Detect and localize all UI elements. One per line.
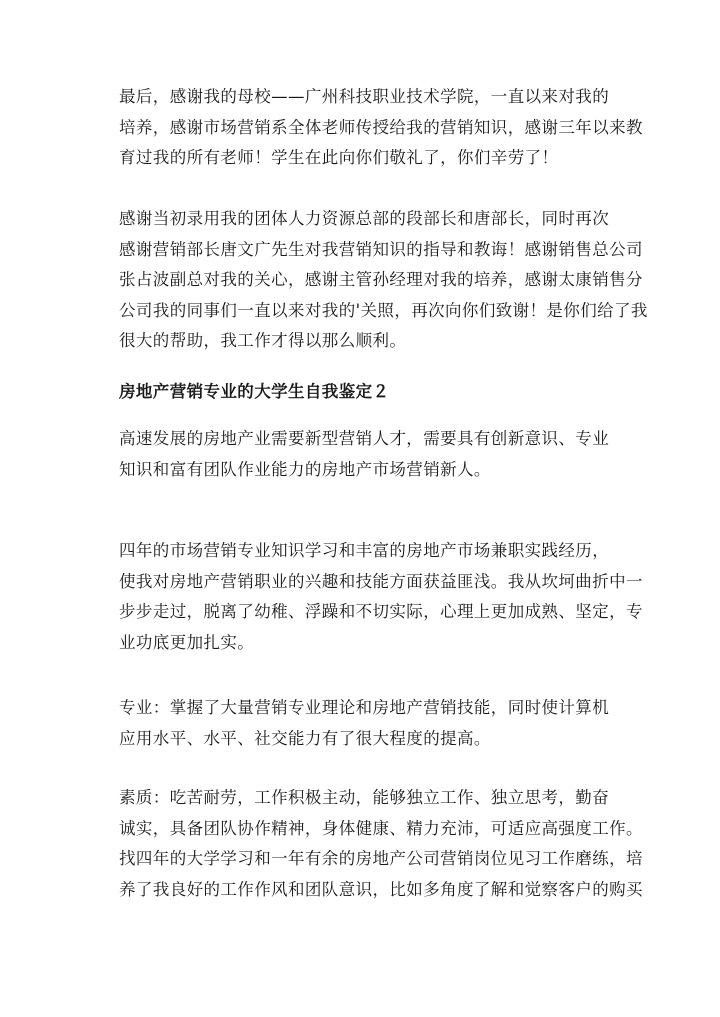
text-line: 育过我的所有老师！学生在此向你们敬礼了，你们辛劳了！ [119, 148, 559, 168]
text-line: 专业：掌握了大量营销专业理论和房地产营销技能，同时使计算机 [119, 698, 610, 717]
text-line: 应用水平、水平、社交能力有了很大程度的提高。 [119, 728, 491, 748]
text-line: 高速发展的房地产业需要新型营销人才，需要具有创新意识、专业 [119, 429, 610, 448]
paragraph-intro [86, 424, 638, 485]
text-line: 很大的帮助，我工作才得以那么顺利。 [119, 331, 407, 351]
paragraph-experience [86, 536, 643, 658]
text-line: 最后，感谢我的母校——广州科技职业技术学院，一直以来对我的 [119, 87, 610, 106]
text-line: 素质：吃苦耐劳，工作积极主动，能够独立工作、独立思考，勤奋 [119, 788, 610, 807]
text-line: 知识和富有团队作业能力的房地产市场营销新人。 [119, 459, 491, 479]
text-line: 感谢营销部长唐文广先生对我营销知识的指导和教诲！感谢销售总公司 [119, 239, 643, 259]
text-line: 使我对房地产营销职业的兴趣和技能方面获益匪浅。我从坎坷曲折中一 [119, 571, 643, 591]
text-line: 养了我良好的工作作风和团队意识，比如多角度了解和觉察客户的购买 [119, 879, 643, 899]
heading-text: 房地产营销专业的大学生自我鉴定２ [119, 382, 390, 401]
paragraph-quality [86, 783, 643, 905]
paragraph-professional [86, 693, 638, 754]
text-line: 找四年的大学学习和一年有余的房地产公司营销岗位见习工作磨练，培 [119, 849, 643, 869]
section-heading [86, 377, 638, 408]
text-line: 张占波副总对我的关心，感谢主管孙经理对我的培养，感谢太康销售分 [119, 270, 643, 290]
paragraph-thanks-colleagues [86, 204, 648, 357]
text-line: 诚实，具备团队协作精神，身体健康、精力充沛，可适应高强度工作。 [119, 818, 643, 838]
text-line: 业功底更加扎实。 [119, 632, 255, 652]
paragraph-thanks-school [86, 82, 643, 174]
text-line: 公司我的同事们一直以来对我的'关照，再次向你们致谢！是你们给了我 [119, 300, 648, 320]
text-line: 步步走过，脱离了幼稚、浮躁和不切实际，心理上更加成熟、坚定，专 [119, 602, 643, 622]
text-line: 感谢当初录用我的团体人力资源总部的段部长和唐部长，同时再次 [119, 209, 610, 228]
text-line: 四年的市场营销专业知识学习和丰富的房地产市场兼职实践经历， [119, 541, 610, 560]
text-line: 培养，感谢市场营销系全体老师传授给我的营销知识，感谢三年以来教 [119, 117, 643, 137]
